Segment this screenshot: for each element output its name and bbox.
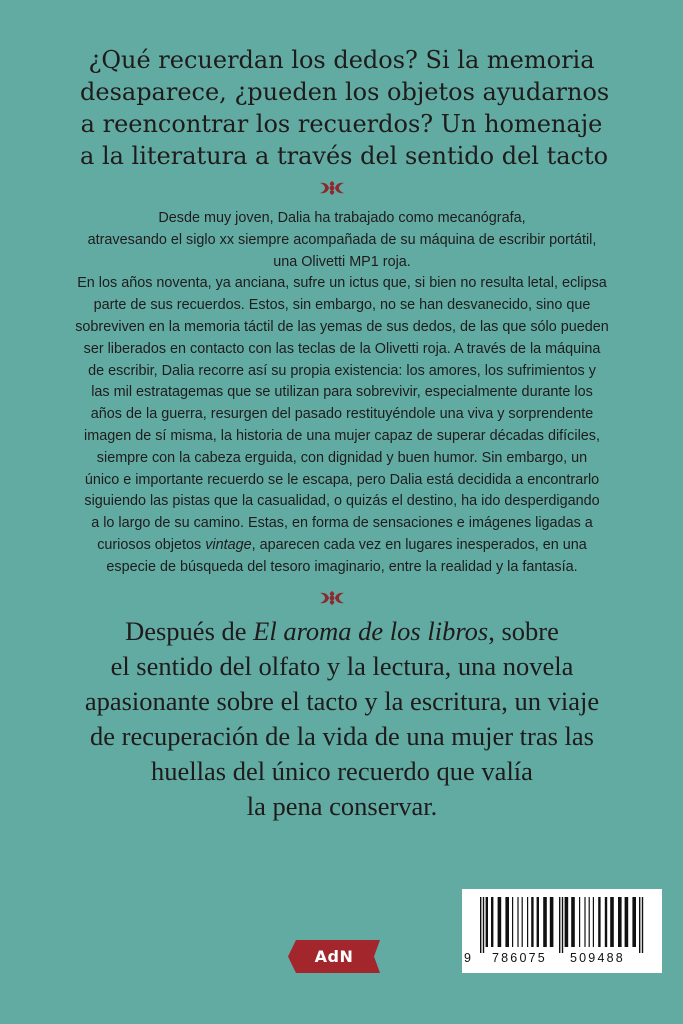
isbn-barcode — [462, 889, 662, 973]
barcode-bar — [610, 897, 614, 947]
closing-text-segment: , sobre — [488, 616, 559, 646]
tagline — [80, 44, 610, 172]
tagline-line: a reencontrar los recuerdos? Un homenaje — [80, 110, 603, 138]
barcode-bar — [559, 897, 560, 953]
synopsis-line: atravesando el siglo xx siempre acompañada de su máquina de escribir portátil, — [87, 231, 597, 248]
barcode-bar — [527, 897, 528, 947]
synopsis-text — [62, 208, 622, 579]
barcode-bar — [639, 897, 640, 953]
barcode-bar — [598, 897, 600, 947]
publisher-logo — [288, 940, 380, 973]
isbn-first-digit: 9 — [464, 951, 471, 965]
barcode-bar — [537, 897, 539, 947]
barcode-bar — [491, 897, 493, 947]
publisher-logo-text: AdN — [314, 947, 354, 966]
barcode-bar — [531, 897, 533, 947]
isbn-left-group: 786075 — [492, 951, 547, 965]
closing-line — [52, 614, 632, 649]
synopsis-line: sobreviven en la memoria táctil de las yemas de sus dedos, de las que sólo pueden — [75, 318, 609, 335]
barcode-bar — [565, 897, 569, 947]
synopsis-text-segment: , aparecen cada vez en lugares inesperados, en una — [251, 536, 587, 553]
book-title-reference: El aroma de los libros — [253, 616, 489, 646]
synopsis-line: siempre con la cabeza erguida, con dignidad y buen humor. Sin embargo, un — [96, 449, 588, 466]
barcode-bar — [486, 897, 488, 947]
synopsis-line: imagen de sí misma, la historia de una mujer capaz de superar décadas difíciles, — [84, 427, 600, 444]
closing-line: la pena conservar. — [246, 791, 438, 821]
synopsis-line: siguiendo las pistas que la casualidad, o quizás el destino, ha ido desperdigando — [84, 493, 600, 510]
closing-line: de recuperación de la vida de una mujer tras las — [89, 721, 594, 751]
tagline-line: a la literatura a través del sentido del tacto — [80, 142, 609, 170]
barcode-bar — [480, 897, 481, 953]
synopsis-line: años de la guerra, resurgen del pasado restituyéndole una viva y sorprendente — [90, 406, 594, 423]
synopsis-line: una Olivetti MP1 roja. — [273, 253, 411, 270]
closing-line: el sentido del olfato y la lectura, una novela — [110, 651, 574, 681]
synopsis-line: las mil estratagemas que se utilizan para sobrevivir, especialmente durante los — [91, 384, 593, 401]
closing-line: huellas del único recuerdo que valía — [151, 756, 533, 786]
barcode-bar — [605, 897, 607, 947]
barcode-bar — [618, 897, 622, 947]
synopsis-line — [62, 535, 622, 557]
barcode-bar — [584, 897, 585, 947]
barcode-bar — [522, 897, 523, 947]
closing-paragraph — [52, 614, 632, 824]
synopsis-line: Desde muy joven, Dalia ha trabajado como mecanógrafa, — [158, 210, 526, 226]
tagline-line: ¿Qué recuerdan los dedos? Si la memoria — [88, 46, 595, 74]
barcode-bar — [593, 897, 594, 947]
barcode-bars — [472, 897, 652, 953]
barcode-bar — [579, 897, 580, 947]
tagline-line: desaparece, ¿pueden los objetos ayudarnos — [80, 78, 610, 106]
barcode-bar — [517, 897, 518, 947]
synopsis-text-segment: curiosos objetos — [97, 536, 206, 553]
synopsis-line: único e importante recuerdo se le escapa, pero Dalia está decidida a encontrarlo — [84, 471, 600, 488]
barcode-bar — [512, 897, 513, 947]
synopsis-line: ser liberados en contacto con las teclas de la Olivetti roja. A través de la máquina — [83, 340, 601, 357]
barcode-bar — [625, 897, 629, 947]
synopsis-line: parte de sus recuerdos. Estos, sin embargo, no se han desvanecido, sino que — [93, 297, 591, 314]
isbn-right-group: 509488 — [570, 951, 625, 965]
barcode-bar — [562, 897, 563, 953]
fleuron-ornament-icon — [318, 180, 346, 196]
synopsis-line: especie de búsqueda del tesoro imaginario, entre la realidad y la fantasía. — [106, 558, 578, 575]
synopsis-line: En los años noventa, ya anciana, sufre un ictus que, si bien no resulta letal, eclipsa — [77, 275, 607, 292]
synopsis-line: de escribir, Dalia recorre así su propia existencia: los amores, los sufrimientos y — [88, 362, 596, 379]
barcode-bar — [483, 897, 484, 953]
closing-text-segment: Después de — [125, 616, 254, 646]
closing-line: apasionante sobre el tacto y la escritura, un viaje — [84, 686, 600, 716]
barcode-bar — [550, 897, 554, 947]
synopsis-line: a lo largo de su camino. Estas, en forma de sensaciones e imágenes ligadas a — [91, 515, 593, 532]
synopsis-italic-word: vintage — [205, 536, 252, 553]
fleuron-ornament-icon — [318, 590, 346, 606]
barcode-bar — [543, 897, 547, 947]
barcode-bar — [505, 897, 509, 947]
barcode-bar — [571, 897, 575, 947]
barcode-bar — [632, 897, 636, 947]
barcode-bar — [589, 897, 590, 947]
barcode-bar — [642, 897, 643, 953]
barcode-bar — [498, 897, 502, 947]
